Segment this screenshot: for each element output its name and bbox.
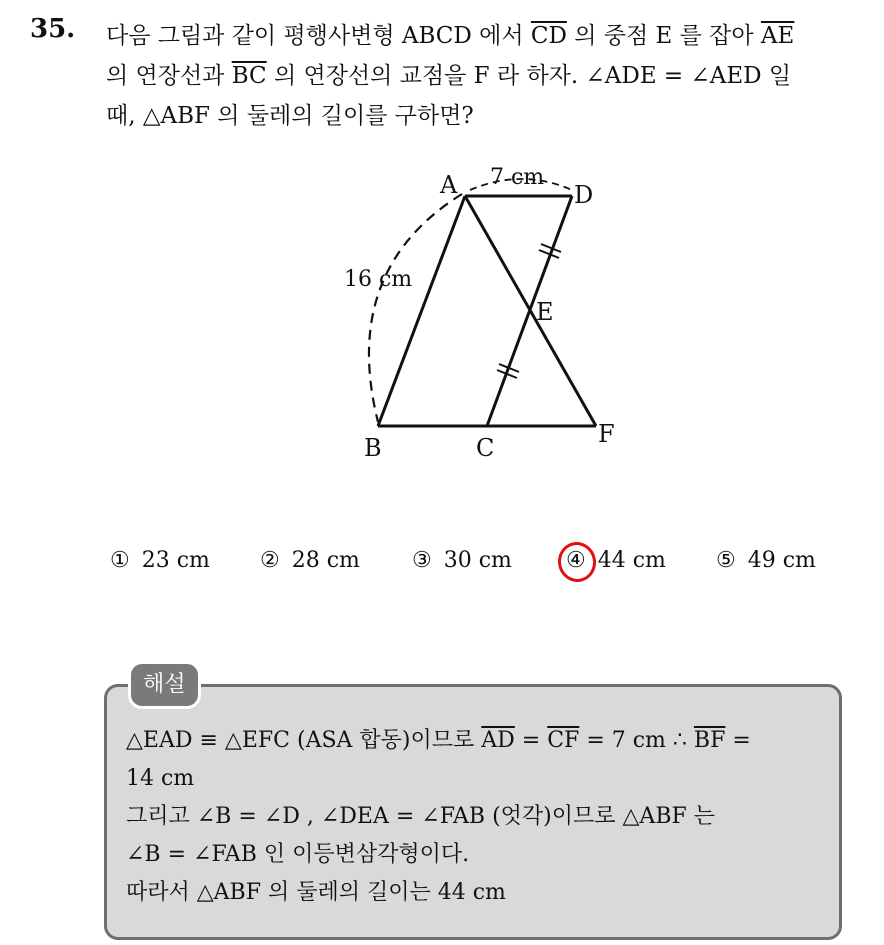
selected-answer-circle (554, 538, 599, 585)
choice-marker: ③ (412, 548, 432, 573)
question-text-segment: 의 중점 E 를 잡아 (566, 23, 761, 49)
solution-text-segment: △EAD ≡ △EFC (ASA 합동)이므로 (126, 728, 482, 753)
ab-dashed-arc (369, 194, 462, 422)
choice-1[interactable] (110, 548, 210, 573)
solution-text-segment: = (725, 728, 751, 753)
solution-line-5: 따라서 △ABF 의 둘레의 길이는 44 cm (126, 880, 506, 905)
geometry-figure (300, 160, 640, 470)
solution-text-segment: = (514, 728, 548, 753)
point-label-c: C (476, 434, 495, 462)
choice-3[interactable] (412, 548, 512, 573)
choice-marker-glyph: ④ (566, 548, 586, 573)
segment-ad-overline: $\overline{AD}$ (481, 728, 515, 753)
point-label-e: E (536, 298, 554, 326)
choice-4[interactable] (566, 548, 666, 573)
choice-text: 30 cm (443, 548, 512, 573)
choice-marker: ② (260, 548, 280, 573)
choice-marker (566, 548, 586, 573)
solution-line-3: 그리고 ∠B = ∠D , ∠DEA = ∠FAB (엇각)이므로 △ABF 는 (126, 804, 715, 829)
choice-marker: ⑤ (716, 548, 736, 573)
point-label-b: B (364, 434, 382, 462)
segment-bc-overline: $\overline{BC}$ (231, 63, 267, 89)
segment-cf-overline: $\overline{CF}$ (547, 728, 580, 753)
question-text-segment: 다음 그림과 같이 평행사변형 ABCD 에서 (106, 23, 531, 49)
question-line-1 (106, 16, 866, 56)
segment-ae-overline: $\overline{AE}$ (760, 23, 795, 49)
question-text-segment: 의 연장선의 교점을 F 라 하자. ∠ADE = ∠AED 일 (266, 63, 792, 89)
choice-text: 49 cm (747, 548, 816, 573)
point-label-d: D (574, 181, 594, 209)
solution-line-2: 14 cm (126, 766, 195, 791)
choice-5[interactable] (716, 548, 816, 573)
choice-text: 44 cm (597, 548, 666, 573)
answer-choices (110, 548, 850, 584)
question-line-2 (106, 56, 866, 96)
question-number: 35. (30, 14, 76, 44)
length-label-ab: 16 cm (344, 267, 413, 292)
question-text-segment: 때, △ABF 의 둘레의 길이를 구하면? (106, 103, 474, 129)
choice-text: 28 cm (291, 548, 360, 573)
point-label-f: F (598, 420, 615, 448)
choice-text: 23 cm (141, 548, 210, 573)
solution-tag: 해설 (128, 661, 201, 709)
choice-2[interactable] (260, 548, 360, 573)
segment-bf-overline: $\overline{BF}$ (693, 728, 726, 753)
question-line-3 (106, 96, 866, 136)
solution-line-1 (126, 722, 826, 760)
solution-text (126, 722, 826, 912)
length-label-ad: 7 cm (490, 165, 545, 190)
segment-cd-overline: $\overline{CD}$ (530, 23, 567, 49)
question-text-segment: 의 연장선과 (106, 63, 232, 89)
choice-marker: ① (110, 548, 130, 573)
solution-text-segment: = 7 cm ∴ (579, 728, 694, 753)
solution-line-4: ∠B = ∠FAB 인 이등변삼각형이다. (126, 842, 470, 867)
question-text (106, 16, 866, 136)
segment-ab (378, 196, 465, 426)
segment-af (465, 196, 596, 426)
point-label-a: A (440, 171, 458, 199)
